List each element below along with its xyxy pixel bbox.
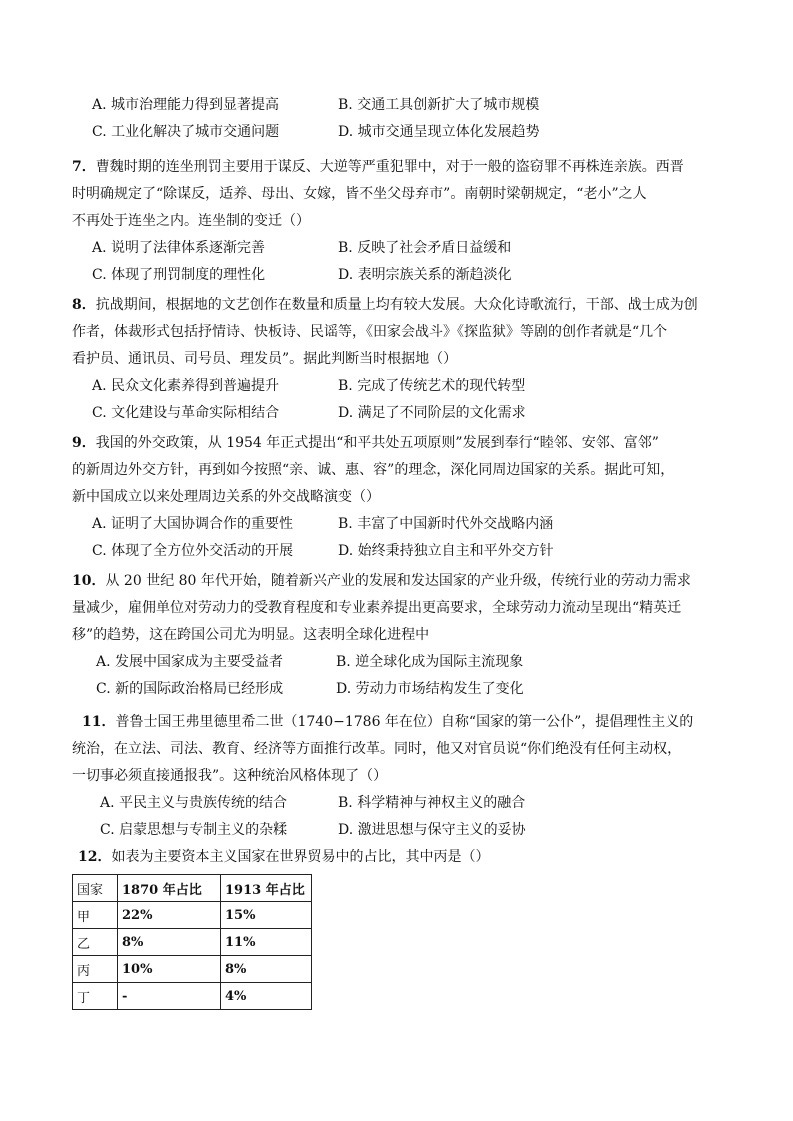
table-cell: 甲 [73,902,118,929]
q11-option-d: D. 激进思想与保守主义的妥协 [338,822,526,838]
q10-stem-line-3: 移”的趋势，这在跨国公司尤为明显。这表明全球化进程中 [72,627,430,643]
q9-option-a: A. 证明了大国协调合作的重要性 [92,516,294,532]
q8-option-c: C. 文化建设与革命实际相结合 [92,405,280,421]
q9-option-d: D. 始终秉持独立自主和平外交方针 [338,543,554,559]
trade-share-table [72,874,312,1010]
table-cell: 22% [118,902,221,929]
table-header-cell: 国家 [73,875,118,902]
q8-option-d: D. 满足了不同阶层的文化需求 [338,405,526,421]
table-cell: 8% [221,956,312,983]
q9-text-1: 我国的外交政策，从 1954 年正式提出“和平共处五项原则”发展到奉行“睦邻、安邻、富邻” [95,435,659,451]
q10-option-a: A. 发展中国家成为主要受益者 [96,654,284,670]
q7-number: 7． [72,159,96,175]
q8-option-a: A. 民众文化素养得到普遍提升 [92,378,280,394]
q7-option-c: C. 体现了刑罚制度的理性化 [92,267,266,283]
q9-stem-line-1 [72,435,732,451]
q8-option-b: B. 完成了传统艺术的现代转型 [338,378,526,394]
table-row [73,956,312,983]
q10-option-b: B. 逆全球化成为国际主流现象 [336,654,524,670]
q8-stem-line-2: 作者，体裁形式包括抒情诗、快板诗、民谣等，《田家会战斗》《探监狱》等剧的创作者就是“几个 [72,324,668,340]
q10-number: 10． [72,573,106,589]
q11-option-c: C. 启蒙思想与专制主义的杂糅 [100,822,288,838]
table-header-row [73,875,312,902]
q7-option-a: A. 说明了法律体系逐渐完善 [92,240,266,256]
q11-option-a: A. 平民主义与贵族传统的结合 [100,795,288,811]
table-cell: 丁 [73,983,118,1010]
q10-option-d: D. 劳动力市场结构发生了变化 [336,681,524,697]
q9-option-b: B. 丰富了中国新时代外交战略内涵 [338,516,554,532]
table-header-cell: 1913 年占比 [221,875,312,902]
q7-option-d: D. 表明宗族关系的渐趋淡化 [338,267,512,283]
table-row [73,902,312,929]
q10-stem-line-1 [72,573,732,589]
table-cell: 10% [118,956,221,983]
q9-option-c: C. 体现了全方位外交活动的开展 [92,543,294,559]
table-cell: 4% [221,983,312,1010]
q12-text: 如表为主要资本主义国家在世界贸易中的占比，其中丙是（） [111,849,490,865]
q8-stem-line-3: 看护员、通讯员、司号员、理发员”。据此判断当时根据地（） [72,351,458,367]
q10-option-c: C. 新的国际政治格局已经形成 [96,681,284,697]
q11-option-b: B. 科学精神与神权主义的融合 [338,795,526,811]
q6-option-d: D. 城市交通呈现立体化发展趋势 [338,124,540,140]
q11-stem-line-2: 统治，在立法、司法、教育、经济等方面推行改革。同时，他又对官员说“你们绝没有任何主动权， [72,741,682,757]
q7-stem-line-1 [72,159,732,175]
q6-option-b: B. 交通工具创新扩大了城市规模 [338,97,540,113]
q12-stem-line-1 [78,849,738,865]
q9-stem-line-2: 的新周边外交方针，再到如今按照“亲、诚、惠、容”的理念，深化同周边国家的关系。据此可知， [72,462,675,478]
q8-text-1: 抗战期间，根据地的文艺创作在数量和质量上均有较大发展。大众化诗歌流行，干部、战士成为创 [95,297,698,313]
table-cell: 丙 [73,956,118,983]
q11-stem-line-3: 一切事必须直接通报我”。这种统治风格体现了（） [72,768,388,784]
q11-stem-line-1 [82,714,742,730]
table-cell: 15% [221,902,312,929]
q9-number: 9． [72,435,96,451]
q10-text-1: 从 20 世纪 80 年代开始，随着新兴产业的发展和发达国家的产业升级，传统行业的劳动力需求 [105,573,691,589]
table-header-cell: 1870 年占比 [118,875,221,902]
q9-stem-line-3: 新中国成立以来处理周边关系的外交战略演变（） [72,489,380,505]
q6-option-a: A. 城市治理能力得到显著提高 [92,97,280,113]
table-cell: 乙 [73,929,118,956]
q11-text-1: 普鲁士国王弗里德里希二世（1740−1786 年在位）自称“国家的第一公仆”，提倡理性主义的 [115,714,694,730]
q11-number: 11． [82,714,116,730]
q7-stem-line-2: 时明确规定了“除谋反，适养、母出、女嫁，皆不坐父母弃市”。南朝时梁朝规定，“老小”之人 [72,186,647,202]
table-cell: - [118,983,221,1010]
q10-stem-line-2: 量减少，雇佣单位对劳动力的受教育程度和专业素养提出更高要求，全球劳动力流动呈现出“精英迁 [72,600,682,616]
q8-stem-line-1 [72,297,732,313]
table-cell: 8% [118,929,221,956]
table-row [73,929,312,956]
q7-option-b: B. 反映了社会矛盾日益缓和 [338,240,512,256]
q7-stem-line-3: 不再处于连坐之内。连坐制的变迁（） [72,213,310,229]
q12-number: 12． [78,849,112,865]
table-row [73,983,312,1010]
q6-option-c: C. 工业化解决了城市交通问题 [92,124,280,140]
q7-text-1: 曹魏时期的连坐刑罚主要用于谋反、大逆等严重犯罪中，对于一般的盗窃罪不再株连亲族。西晋 [95,159,684,175]
q8-number: 8． [72,297,96,313]
table-cell: 11% [221,929,312,956]
